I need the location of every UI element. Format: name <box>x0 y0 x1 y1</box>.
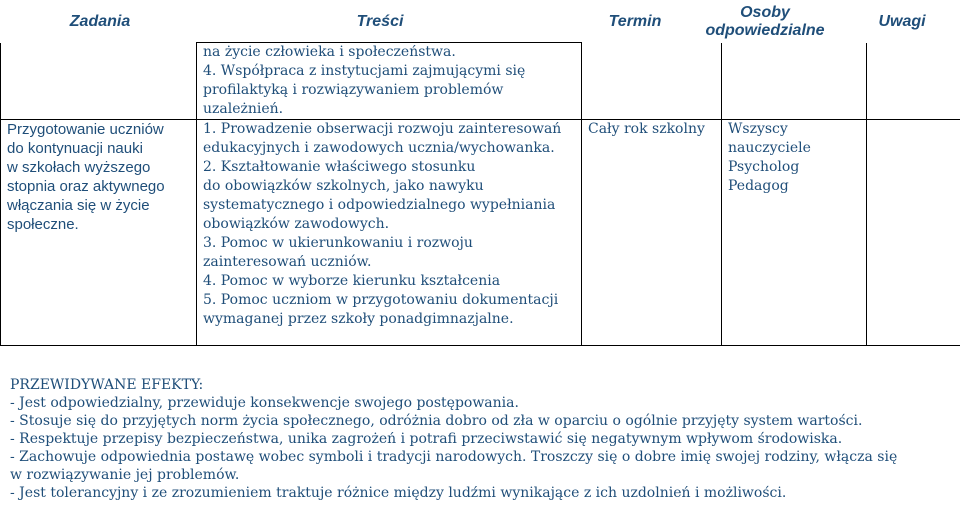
content-line: 4. Pomoc w wyborze kierunku kształcenia <box>203 273 501 289</box>
term-cell <box>582 120 722 346</box>
term-cell <box>582 43 722 120</box>
header-uwagi: Uwagi <box>878 13 926 30</box>
effects-heading: PRZEWIDYWANE EFEKTY: <box>10 377 204 393</box>
task-line: w szkołach wyższego <box>7 159 151 176</box>
responsible-line: nauczyciele <box>728 140 811 156</box>
responsible-line: Psycholog <box>728 159 800 175</box>
effect-line: - Jest odpowiedzialny, przewiduje konsekwencje swojego postępowania. <box>10 395 519 411</box>
header-termin: Termin <box>608 13 662 30</box>
effect-line: - Stosuje się do przyjętych norm życia społecznego, odróżnia dobro od zła w oparciu o ogólnie przyjęty system wartości. <box>10 413 863 429</box>
content-line: zainteresowań uczniów. <box>203 254 372 270</box>
content-line: 4. Współpraca z instytucjami zajmującymi się <box>203 63 526 79</box>
task-line: włączania się w życie <box>7 197 150 214</box>
content-line: systematycznego i odpowiedzialnego wypełniania <box>203 197 556 213</box>
responsible-cell <box>722 43 867 120</box>
notes-cell <box>867 43 960 120</box>
task-line: społeczne. <box>7 216 79 233</box>
content-line: profilaktyką i rozwiązywaniem problemów <box>203 82 504 98</box>
task-line: Przygotowanie uczniów <box>7 121 164 138</box>
term-value: Cały rok szkolny <box>588 121 705 137</box>
expected-effects <box>10 376 955 502</box>
content-line: edukacyjnych i zawodowych ucznia/wychowanka. <box>203 140 555 156</box>
notes-cell <box>867 120 960 346</box>
header-osoby-line1: Osoby <box>740 4 790 21</box>
task-line: stopnia oraz aktywnego <box>7 178 165 195</box>
table-row <box>1 120 960 346</box>
task-cell <box>1 43 197 120</box>
content-line: 3. Pomoc w ukierunkowaniu i rozwoju <box>203 235 473 251</box>
content-line: do obowiązków szkolnych, jako nawyku <box>203 178 484 194</box>
header-zadania: Zadania <box>69 13 131 30</box>
effect-line: - Respektuje przepisy bezpieczeństwa, unika zagrożeń i potrafi przeciwstawić się negatywnym wpływom środowiska. <box>10 431 843 447</box>
effect-line: - Jest tolerancyjny i ze zrozumieniem traktuje różnice między ludźmi wynikające z ich uzdolnień i możliwości. <box>10 485 787 501</box>
responsible-cell <box>722 120 867 346</box>
table-header <box>0 0 960 42</box>
content-line: 2. Kształtowanie właściwego stosunku <box>203 159 476 175</box>
table-row <box>1 43 960 120</box>
content-line: wymaganej przez szkoły ponadgimnazjalne. <box>203 311 514 327</box>
task-cell <box>1 120 197 346</box>
content-line: 1. Prowadzenie obserwacji rozwoju zainteresowań <box>203 121 562 137</box>
content-cell <box>197 120 582 346</box>
content-cell <box>197 43 582 120</box>
effect-line: w rozwiązywanie jej problemów. <box>10 467 240 483</box>
header-tresci: Treści <box>356 13 404 30</box>
task-line: do kontynuacji nauki <box>7 140 143 157</box>
content-line: 5. Pomoc uczniom w przygotowaniu dokumentacji <box>203 292 559 308</box>
content-line: na życie człowieka i społeczeństwa. <box>203 44 456 60</box>
schedule-table <box>0 42 960 346</box>
content-line: uzależnień. <box>203 101 284 117</box>
header-osoby-line2: odpowiedzialne <box>705 22 825 39</box>
responsible-line: Pedagog <box>728 178 789 194</box>
content-line: obowiązków zawodowych. <box>203 216 390 232</box>
responsible-line: Wszyscy <box>728 121 788 137</box>
effect-line: - Zachowuje odpowiednia postawę wobec symboli i tradycji narodowych. Troszczy się o dobre imię swojej rodziny, włącza się <box>10 449 898 465</box>
